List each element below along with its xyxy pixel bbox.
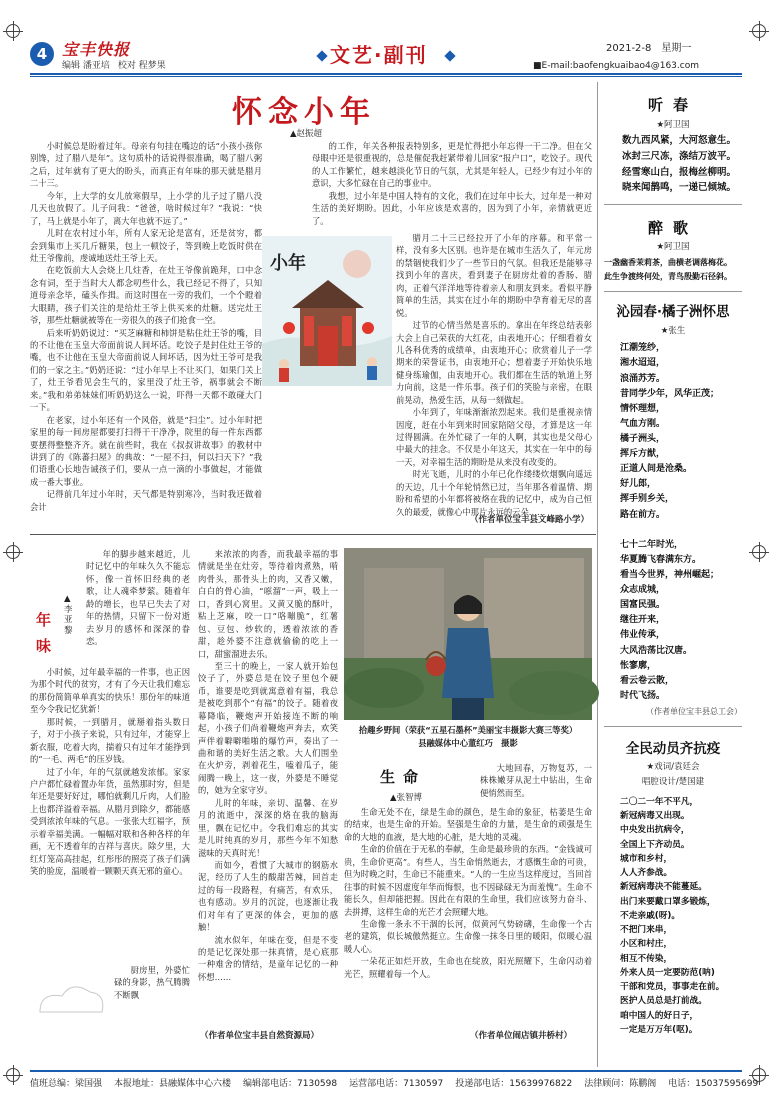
editor: 编辑 潘亚培 — [62, 61, 110, 71]
illustration-title: 小年 — [270, 253, 306, 274]
section-diamond-icon — [444, 50, 455, 61]
poem-line: 时代飞扬。 — [620, 690, 666, 701]
life-body — [344, 806, 592, 1028]
article-author: ▲赵振超 — [290, 129, 323, 139]
footer — [30, 1078, 759, 1092]
nianwei-col1-bottom — [114, 964, 190, 1034]
article-main-col2 — [312, 140, 592, 230]
nianwei-note: （作者单位宝丰县自然资源局） — [200, 1031, 320, 1041]
header-staff — [62, 60, 174, 74]
article-paragraph: 我想，过小年是中国人特有的文化，我们在过年中长大，过年是一种对生活的美好期盼。因此，小年应该是欢喜的，因为到了小年，亲情就更近了。 — [312, 190, 592, 226]
nianwei-col2 — [198, 548, 338, 1026]
poem1-title: 听春 — [647, 96, 698, 114]
footer-item: 值班总编：梁国强 — [30, 1079, 103, 1089]
poem3-note: （作者单位宝丰县总工会） — [646, 707, 742, 716]
poem4-author: ★戏词/袁廷会 — [646, 762, 700, 773]
newspaper-logo: 宝丰快报 — [62, 40, 131, 59]
poem-line: 晓来闻鹊鸣，一递已倾城。 — [622, 182, 737, 194]
poem-line: 正道人间是沧桑。 — [620, 464, 693, 475]
section-title: 文艺·副刊 — [330, 43, 428, 67]
header-date — [606, 41, 691, 56]
article-paragraph: 在老家，过小年还有一个风俗，就是“扫尘”。过小年时把家里的每一间房屋都要打扫得干干净净，院里的每一件东西都要摆得整整齐齐。就在前些时，我在《叔叔讲故事》的教材中讲到了的《陈蕃扫屋》的典故：“一屋不扫，何以扫天下？”我们语重心长地告诫孩子们，要从一点一滴的小事做起，才能做成一番大事业。 — [30, 414, 262, 487]
article-paragraph: 生命像一条永不干涸的长河，似黄河气势磅礴，生命像一个古老的建筑，似长城傲然挺立。生命像一抹冬日里的暖阳，似暖心温暖人心。 — [344, 918, 592, 954]
header-email[interactable]: ■E-mail:baofengkuaibao4@163.com — [533, 61, 699, 71]
poem2-body — [604, 256, 742, 283]
article-paragraph: 小时候，过年最幸福的一件事，也正因为那个时代的贫穷，才有了今天让我们难忘的那份简简单单真实的快乐！那份年的味道至今令我记忆犹新！ — [30, 667, 190, 715]
poem-line: 路在前方。 — [620, 509, 666, 520]
life-paragraph: 大地回春，万物复苏，一株株嫩芽从泥土中钻出，生命便悄然而至。 — [480, 763, 592, 798]
article-paragraph: 在吃饭前大人会烧上几炷香，在灶王爷像前跪拜，口中念念有词，至于当时大人都念叨些什么，我已经记不得了，只知道母亲念毕，磕头作揖。而这时围在一旁的我们，一个个瞪着大眼睛，孩子们关注的是给灶王爷上供买来的灶糖。送完灶王爷，那些灶糖就被等在一旁很久的孩子们抢食一空。 — [30, 265, 262, 326]
poem-line: 全国上下齐动员。 — [620, 839, 690, 850]
nianwei-author: ▲李亚黎 — [64, 594, 73, 636]
poem4-composer: 唱腔设计/楚国建 — [641, 777, 705, 787]
article-main-col1 — [30, 140, 262, 530]
poem3-author: ★张生 — [660, 325, 686, 336]
poem-line: 出门来要戴口罩多锻炼， — [620, 896, 716, 907]
poem-line: 不把门来串， — [620, 925, 673, 936]
poem-line: 昔同学少年，风华正茂； — [620, 388, 720, 399]
poem-line: 此生争渡终何处，青鸟殷勤石径斜。 — [604, 271, 732, 281]
poem-line: 怅寥廓， — [620, 660, 657, 671]
nianwei-title: 年味 — [36, 611, 52, 655]
poem-line: 江潮笼纱， — [620, 343, 666, 354]
poem-line: 咱中国人的好日子， — [620, 1010, 699, 1021]
photo-caption-line1: 拾趣乡野间（荣获“五星石墨杯”美丽宝丰摄影大赛三等奖） — [358, 725, 578, 735]
article-paragraph: 那时候，一到腊月，就掰着指头数日子，对于小孩子来说，只有过年，才能穿上新衣服，吃着大肉，揣着只有过年才能挣到的“一毛、两毛”的压岁钱。 — [30, 716, 190, 765]
poem1-author: ★阿卫国 — [656, 119, 690, 130]
poem-line: 伟业传承， — [620, 630, 666, 641]
article-paragraph: 儿时在农村过小年，所有人家无论是富有，还是贫穷，都会到集市上买几斤糖果，包上一顿饺子，等到晚上吃饭时供在灶王爷像前，虔诚地送灶王爷上天。 — [30, 228, 262, 263]
poem-line: 中央发出抗病令， — [620, 825, 690, 836]
right-column — [604, 82, 742, 1037]
photo-caption — [344, 724, 592, 751]
header-rule — [30, 73, 742, 75]
life-note: （作者单位闹店镇井桥村） — [470, 1031, 573, 1041]
poem2-author: ★阿卫国 — [656, 242, 690, 253]
poem-line: 大风浩荡比汉唐。 — [620, 645, 693, 656]
life-author: ▲张智博 — [390, 793, 423, 803]
article-paragraph: 记得前几年过小年时，天气都是特别寒冷，当时我还做着会计 — [30, 489, 262, 512]
article-paragraph: 过了小年，年的气氛就越发浓郁。家家户户都忙碌着置办年货，虽然那时穷，但是年还是要好好过，哪怕就剩几斤肉，人们脸上也都洋溢着幸福。从腊月到除夕，都能感受到浓浓年味的气息。一张张大红福字，预示着幸福美满。一幅幅对联和各种各样的年画，无不透着年的吉祥与喜庆。除夕里，大红灯笼高高挂起，红彤彤的照亮了孩子们满笑的脸庞，温暖着一颗颗天真无邪的童心。 — [30, 766, 190, 876]
poem-line: 新冠病毒决不能蔓延。 — [620, 882, 707, 893]
poem2-title: 醉歌 — [647, 218, 698, 237]
date: 2021-2-8 — [606, 43, 652, 54]
poem1-body — [604, 133, 742, 196]
article-paragraph: 至三十的晚上，一家人就开始包饺子了，外婆总是在饺子里包个硬币，谁要是吃到就寓意着有福，我总是被吃到那个“有福”的饺子。随着夜幕降临，鞭炮声开始接连不断的响起，小孩子们尚着鞭炮声奔去，欢笑声伴着噼噼啪啪的爆竹声，奏出了一曲和谐的美好生活之歌。大人们围坐在火炉旁，剥着花生，嗑着瓜子，能闹腾一晚上，这一夜，外婆是不睡觉的，她为全家守岁。 — [198, 660, 338, 796]
article-paragraph: 小年到了，年味渐渐浓烈起来。我们是重视亲情因度，赶在小年到来时回家陪陪父母，才算是这一年过得圆满。在外忙碌了一年的人啊，其实也是父母心中最大的挂念。不仅是小年这天，其实在一年中的每一天，对幸福生活的期盼是从来没有改变的。 — [396, 407, 592, 467]
poem-line: 橘子洲头， — [620, 434, 666, 445]
life-text-top — [480, 762, 592, 804]
article-paragraph: 来浓浓的肉香，而我最幸福的事情就是坐在灶旁，等待着肉煮熟，啃肉骨头，那骨头上的肉，又香又嫩，白白的骨心油，“嗞溜”一声，吸上一口，香到心窝里。又黄又脆的酥叶，粘上芝麻，咬一口“咯嘣脆”，红薯包、豆包、炒软的，透着浓浓的香甜，趁外婆不注意就偷偷的吃上一口，甜蜜溜进去乐。 — [198, 549, 338, 659]
poem-line: 国富民强。 — [620, 600, 666, 611]
poem-line: 湘水迢迢， — [620, 358, 666, 369]
article-paragraph: 的工作，年关各种报表特别多，更是忙得把小年忘得一干二净。但在父母眼中还是很重视的，总是催促我赶紧带着儿回家“报户口”，吃饺子。现代的人工作繁忙，越来越淡化节日的气氛，尤其是年轻人，已经少有过小年的意识，大多忙碌在自己的事业中。 — [312, 141, 592, 189]
poem-line — [620, 523, 742, 538]
article-paragraph: 一朵花正如烂开放，生命也在绽放，阳光照耀下，生命闪动着光芒，照耀着每一个人。 — [344, 956, 592, 979]
article-paragraph: 时光飞逝，儿时的小年已化作缕缕炊烟飘向遥远的天边，几十个年轮悄然已过，当年那各着温情、期盼和希望的小年都将被烙在我的记忆中，成为自己恒久的最爱，就像心中那片永远的云朵…… — [396, 469, 592, 517]
poem-line: 一定是万万年(呕)。 — [620, 1025, 698, 1035]
article-title: 怀念小年 — [232, 95, 376, 130]
poem-line: 浪涌苏芳。 — [620, 373, 666, 384]
nianwei-col1-top — [86, 548, 190, 666]
poem-line: 看云卷云散， — [620, 675, 675, 686]
article-main-col3 — [396, 232, 592, 517]
article-paragraph: 后来听奶奶说过：“买芝麻糖和柿饼是粘住灶王爷的嘴，目的不让他在玉皇大帝面前说人间坏话。吃饺子是封住灶王爷的嘴，也不让他在玉皇大帝面前说人间坏话，因为灶王爷可是我们的一家之主。”奶奶还说：“过小年早上不让买门，如果门关上了，灶王爷看见会生气的，家里没了灶王爷，祸事就会不断来。”我和弟弟妹妹们听奶奶这么一说，吓得一天都不敢碰大门一下。 — [30, 327, 262, 413]
poem-line: 好儿郎， — [620, 479, 657, 490]
poem-line: 七十二年时光， — [620, 539, 684, 550]
footer-item: 法律顾问：陈鹏阁 — [584, 1079, 657, 1089]
article-paragraph: 儿时的年味，亲切、温馨、在岁月的流逝中，深深的烙在我的脑海里，飘在记忆中。令我们难忘的其实是儿时纯真的岁月，那些今年不知愁滋味的天真时光！ — [198, 797, 338, 858]
poem-line: 外来人员一定要防范(呐) — [620, 967, 715, 978]
poem-line: 不走亲戚(呀)。 — [620, 910, 681, 921]
footer-item: 电话：15037595699 — [668, 1079, 759, 1089]
poem-line: 医护人员总是打前战。 — [620, 996, 707, 1007]
xiaonian-illustration — [262, 236, 392, 386]
proofreader: 校对 程梦果 — [117, 61, 166, 71]
header-rule — [30, 76, 742, 77]
footer-item: 运营部电话：7130597 — [349, 1079, 444, 1089]
article-paragraph: 年的脚步越来越近，儿时记忆中的年味久久不能忘怀，像一首怀旧经典的老歌，让人魂牵梦萦。随着年龄的增长，也早已失去了对年的热情，只留下一份对逝去岁月的感怀和深深的眷恋。 — [86, 549, 190, 647]
poem-line: 华夏腾飞春满东方。 — [620, 554, 702, 565]
page-number: 4 — [30, 42, 54, 66]
article-paragraph: 今年，上大学的女儿放寒假早，上小学的儿子过了腊八没几天也放假了。儿子问我：“爸爸，啥时候过年？”我说：“快了，马上就是小年了，离大年也就不远了。” — [30, 190, 262, 226]
article-paragraph: 厨房里，外婆忙碌的身影，热气腾腾不断飘 — [114, 965, 190, 1000]
article-paragraph: 生命无处不在，绿是生命的颜色，是生命的象征，枯萎是生命的结束，也是生命的开始。坚强是生命的力量，是生命的顽强是生命的大地的血液，是大地的心脏，是大地的灵魂。 — [344, 807, 592, 842]
article-paragraph: 过节的心情当然是喜乐的。拿出在年终总结表彰大会上自己荣获的大红花，由表地开心；仔细看着女儿各科优秀的成绩单，由衷地开心；欣赏着儿子一学期来的荣誉证书，由衷地开心；想着妻子开始快乐地健身练瑜伽，由衷地开心。我们都在生活的轨道上努力向前，这是一件乐事。孩子们的笑脸与亲密，在眼前晃动，热爱生活，从每一刻做起。 — [396, 320, 592, 405]
poem-line: 冰封三尺冻，涤结万波平。 — [622, 150, 737, 162]
article-paragraph: 生命的价值在于无私的奉献，生命是最珍贵的东西。“金钱诚可贵，生命价更高”。有些人，当生命悄然逝去，才感慨生命的可贵，但为时晚之时，生命已不能重来。“人的一生应当这样度过，当回首往事的时候不因虚度年华而悔恨，也不因碌碌无为而羞愧”。生命不能长久，但却能把握。因此在有限的生命里，我们应该努力奋斗、去拼搏，这样生命的光芒才会照耀大地。 — [344, 844, 592, 917]
footer-item: 编辑部电话：7130598 — [243, 1079, 338, 1089]
nianwei-col1-main — [30, 666, 190, 964]
footer-item: 本报地址：县融媒体中心六楼 — [114, 1079, 232, 1089]
life-title: 生命 — [380, 768, 427, 786]
poem-line: 气血方刚。 — [620, 418, 666, 429]
poem3-body — [604, 341, 742, 704]
article-paragraph: 小时候总是盼着过年。母亲有句挂在嘴边的话“小孩小孩你别馋，过了腊八是年”。这句质朴的话说得很准确，喝了腊八粥之后，过年就有了更大的盼头，而真正有年味的那天就是腊月二十三。 — [30, 141, 262, 189]
article-main-note: （作者单位宝丰县文峰路小学） — [470, 515, 590, 525]
poem-line: 看当今世界，神州崛起； — [620, 570, 720, 581]
footer-item: 投递部电话：15639976822 — [455, 1079, 573, 1089]
poem-line: 情怀理想， — [620, 403, 666, 414]
poem-line: 一盏幽香茉莉茶，曲横老调落梅花。 — [604, 258, 732, 268]
footer-rule — [30, 1070, 742, 1072]
photo-countryside-girl — [344, 548, 592, 720]
poem-line: 小区和村庄， — [620, 939, 673, 950]
poem-line: 挥斥方猷， — [620, 449, 666, 460]
poem-line: 经雪寒山白，报梅丝柳明。 — [622, 166, 737, 178]
poem-line: 二〇二一年不平凡， — [620, 796, 699, 807]
article-paragraph: 腊月二十三已经拉开了小年的序幕。和平常一样，没有多大区别。也许是在城市生活久了，年元房的禁锢使我们少了一些节日的气氛。但我还是能够寻找到小年的喜庆，看到妻子在厨房灶着的香肠、腊肉，正着气洋洋地等待着亲人和朋友到来。看似平静简单的生活，其实在过小年的期盼中孕育着无尽的喜悦。 — [396, 233, 592, 318]
poem-line: 新冠病毒又出现。 — [620, 811, 690, 822]
poem-line: 干部和党员，事事走在前。 — [620, 982, 725, 993]
poem-line: 挥手别乡关， — [620, 494, 675, 505]
photo-caption-line2: 县融媒体中心董红巧 摄影 — [418, 738, 518, 749]
poem-line: 城市和乡村， — [620, 853, 673, 864]
poem4-body — [604, 795, 742, 1038]
poem-line: 数九西风紧，大河怒意生。 — [622, 135, 737, 147]
poem-line: 人人齐参战。 — [620, 868, 673, 879]
poem3-title: 沁园春·橘子洲怀思 — [616, 304, 730, 321]
weekday: 星期一 — [661, 43, 692, 54]
article-paragraph: 而如今，看惯了大城市的钢筋水泥，经历了人生的酸甜苦辣，回首走过的每一段路程，有痛苦，有欢乐，也有感动。岁月的沉淀，也逐渐让我们对年有了更深的体会，更加的感触！ — [198, 859, 338, 933]
poem-line: 众志成城， — [620, 585, 666, 596]
section-diamond-icon — [316, 50, 327, 61]
decorative-cloud-icon — [32, 972, 110, 1032]
poem-line: 相互不传染， — [620, 953, 673, 964]
article-paragraph: 流水似年，年味在变，但是不变的是记忆深处那一抹真情，是心底那一种难舍的情结，是童年记忆的一种怀想…… — [198, 934, 338, 982]
poem-line: 继往开来， — [620, 615, 666, 626]
poem4-title: 全民动员齐抗疫 — [625, 741, 721, 757]
